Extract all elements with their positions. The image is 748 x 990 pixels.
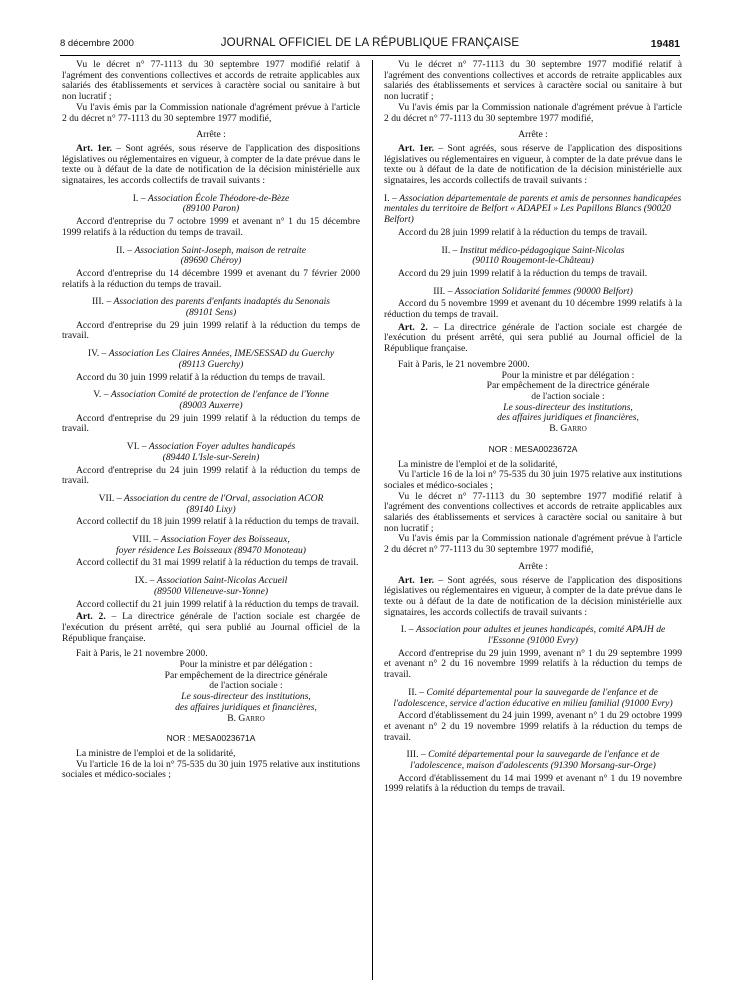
section-title: Association départementale de parents et amis de personnes handicapées mentales du territoire de Belfort « ADAPEI » Les Papillons Blancs (90020 Belfort) — [384, 192, 682, 226]
section-subtitle: (89440 L'Isle-sur-Serein) — [162, 451, 260, 463]
section-title: Institut médico-pédagogique Saint-Nicolas — [459, 244, 625, 256]
arrete-heading: Arrête : — [518, 560, 548, 572]
page-number: 19481 — [650, 38, 680, 50]
section-number: I. – — [132, 192, 148, 204]
section-heading — [62, 576, 360, 597]
signatory-title: des affaires juridiques et financières, — [175, 701, 317, 713]
section-number: II. – — [408, 686, 427, 698]
article-label: Art. 2. — [76, 611, 106, 623]
section-text: Accord d'entreprise du 29 juin 1999, avenant n° 1 du 29 septembre 1999 et avenant n° 2 du 16 novembre 1999 relatifs à la réduction du temps de travail. — [384, 647, 682, 681]
section-heading — [62, 297, 360, 318]
body-paragraph: Vu l'article 16 de la loi n° 75-535 du 30 juin 1975 relative aux institutions sociales et médico-sociales ; — [384, 469, 682, 491]
section-subtitle: foyer résidence Les Boisseaux (89470 Monoteau) — [116, 544, 306, 556]
signature-line: de l'action sociale : — [209, 680, 283, 692]
section-number: VI. – — [126, 441, 149, 453]
section-subtitle: (89690 Chéroy) — [180, 255, 242, 267]
column-divider — [372, 60, 373, 980]
article-2 — [384, 323, 682, 355]
page-header — [60, 38, 680, 54]
signatory-name: B. Garro — [227, 712, 265, 724]
section-text: Accord collectif du 18 juin 1999 relatif à la réduction du temps de travail. — [76, 516, 359, 528]
article-text: – Sont agréés, sous réserve de l'application des dispositions législatives ou réglementaires en vigueur, à compter de la date prévue dans le texte ou à défaut de la date de notification de la décision ministérielle aux signataires, les accords collectifs de travail suivants : — [384, 574, 682, 618]
article-1 — [384, 576, 682, 619]
section-number: II. – — [441, 244, 460, 256]
signatory-title: Le sous-directeur des institutions, — [181, 691, 311, 703]
section-heading — [384, 625, 682, 646]
section-title: Association École Théodore-de-Bèze — [147, 192, 290, 204]
signature-line — [132, 703, 360, 714]
section-number: III. – — [406, 749, 429, 761]
article-text: – La directrice générale de l'action sociale est chargée de l'exécution du présent arrêté, qui sera publié au Journal officiel de la République française. — [62, 611, 360, 644]
signature-line: de l'action sociale : — [531, 390, 605, 402]
header-date: 8 décembre 2000 — [60, 38, 134, 49]
article-text: – La directrice générale de l'action sociale est chargée de l'exécution du présent arrêté, qui sera publié au Journal officiel de la République française. — [384, 321, 682, 355]
section-number: VII. – — [98, 492, 124, 504]
arrete-heading: Arrête : — [518, 129, 548, 141]
section-heading — [62, 194, 360, 215]
header-rule — [60, 55, 680, 56]
section-text: Accord d'entreprise du 14 décembre 1999 et avenant du 7 février 2000 relatifs à la réduction du temps de travail. — [62, 267, 360, 290]
section-text: Accord du 30 juin 1999 relatif à la réduction du temps de travail. — [76, 371, 326, 383]
section-subtitle: (89101 Sens) — [185, 307, 237, 319]
section-number: VIII. – — [132, 534, 161, 546]
section-subtitle: (90110 Rougemont-le-Château) — [472, 255, 594, 267]
visa-paragraph: Vu le décret n° 77-1113 du 30 septembre 1977 modifié relatif à l'agrément des conventions collectives et accords de retraite applicables aux salariés des établissements et services à caractère social ou sanitaire à but non lucratif ; — [384, 59, 682, 103]
signatory-title: des affaires juridiques et financières, — [497, 412, 639, 424]
section-text: Accord collectif du 21 juin 1999 relatif à la réduction du temps de travail. — [76, 598, 359, 610]
section-text: Accord d'entreprise du 24 juin 1999 relatif à la réduction du temps de travail. — [62, 464, 360, 487]
signature-line: Par empêchement de la directrice générale — [164, 669, 328, 681]
section-text: Accord d'entreprise du 29 juin 1999 relatif à la réduction du temps de travail. — [62, 412, 360, 435]
arrete-heading: Arrête : — [196, 129, 226, 141]
section-subtitle: (89100 Paron) — [182, 203, 240, 215]
section-title: Comité départemental pour la sauvegarde de l'enfance et de l'adolescence, service d'action éducative en milieu familial (91000 Evry) — [393, 686, 673, 709]
section-text: Accord du 5 novembre 1999 et avenant du 10 décembre 1999 relatifs à la réduction du temps de travail. — [384, 298, 682, 321]
article-label: Art. 2. — [398, 321, 428, 333]
body-paragraph: Vu l'avis émis par la Commission nationale d'agrément prévue à l'article 2 du décret n° 77-1113 du 30 septembre 1977 modifié, — [384, 533, 682, 556]
section-subtitle: (89140 Lixy) — [186, 503, 236, 515]
section-title: Association Foyer adultes handicapés — [148, 441, 296, 453]
place-date: Fait à Paris, le 21 novembre 2000. — [398, 358, 530, 370]
section-title: Association du centre de l'Orval, association ACOR — [123, 492, 324, 504]
article-1 — [384, 144, 682, 187]
section-title: Association Solidarité femmes (90000 Belfort) — [454, 285, 633, 297]
section-heading — [384, 688, 682, 709]
section-subtitle: (89113 Guerchy) — [178, 358, 244, 370]
article-2 — [62, 612, 360, 644]
signatory-name: B. Garro — [549, 423, 587, 435]
section-number: I. – — [384, 192, 400, 204]
signature-line: Pour la ministre et par délégation : — [179, 659, 313, 671]
section-title: Association Saint-Joseph, maison de retraite — [134, 244, 306, 256]
article-text: – Sont agréés, sous réserve de l'application des dispositions législatives ou réglementaires en vigueur, à compter de la date prévue dans le texte ou à défaut de la date de notification de la décision ministérielle aux signataires, les accords collectifs de travail suivants : — [384, 142, 682, 187]
section-number: V. – — [93, 389, 111, 401]
section-heading — [384, 750, 682, 771]
section-title: Association Foyer des Boisseaux, — [160, 534, 290, 546]
section-heading — [384, 287, 682, 298]
body-paragraph: La ministre de l'emploi et de la solidarité, — [398, 458, 558, 470]
section-heading — [62, 246, 360, 267]
section-text: Accord du 29 juin 1999 relatif à la réduction du temps de travail. — [398, 267, 648, 279]
section-text: Accord collectif du 31 mai 1999 relatif à la réduction du temps de travail. — [76, 557, 359, 569]
section-text: Accord du 28 juin 1999 relatif à la réduction du temps de travail. — [398, 226, 648, 238]
section-subtitle: (89500 Villeneuve-sur-Yonne) — [153, 585, 269, 597]
visa-paragraph: Vu l'avis émis par la Commission nationale d'agrément prévue à l'article 2 du décret n° 77-1113 du 30 septembre 1977 modifié, — [62, 101, 360, 124]
section-title: Association Saint-Nicolas Accueil — [156, 575, 288, 587]
section-number: I. – — [400, 624, 416, 636]
body-paragraph: Vu le décret n° 77-1113 du 30 septembre 1977 modifié relatif à l'agrément des conventions collectives et accords de retraite applicables aux salariés des établissements et services à caractère social ou sanitaire à but non lucratif ; — [384, 490, 682, 534]
section-heading — [62, 390, 360, 411]
section-number: III. – — [91, 296, 114, 308]
section-heading — [62, 535, 360, 556]
visa-paragraph: Vu le décret n° 77-1113 du 30 septembre 1977 modifié relatif à l'agrément des conventions collectives et accords de retraite applicables aux salariés des établissements et services à caractère social ou sanitaire à but non lucratif ; — [62, 59, 360, 103]
section-heading — [384, 246, 682, 267]
nor-reference: NOR : MESA0023672A — [488, 443, 578, 454]
signature-block — [132, 660, 360, 724]
section-subtitle: (89003 Auxerre) — [179, 399, 243, 411]
section-heading — [384, 194, 682, 226]
nor-reference: NOR : MESA0023671A — [166, 733, 256, 744]
section-heading — [62, 494, 360, 515]
article-label: Art. 1er. — [398, 142, 434, 154]
section-text: Accord d'établissement du 24 juin 1999, avenant n° 1 du 29 octobre 1999 et avenant n° 2 du 19 novembre 1999 relatifs à la réduction du temps de travail. — [384, 710, 682, 743]
section-number: IV. – — [87, 348, 109, 360]
section-heading — [62, 349, 360, 370]
right-column — [384, 60, 682, 795]
section-number: II. – — [116, 244, 135, 256]
signatory-title: Le sous-directeur des institutions, — [503, 401, 633, 413]
section-list — [62, 194, 360, 611]
signature-block — [454, 371, 682, 435]
section-text: Accord d'entreprise du 7 octobre 1999 et avenant n° 1 du 15 décembre 1999 relatifs à la réduction du temps de travail. — [62, 216, 360, 238]
journal-title: JOURNAL OFFICIEL DE LA RÉPUBLIQUE FRANÇAISE — [220, 37, 520, 49]
left-column — [62, 60, 360, 781]
body-paragraph: La ministre de l'emploi et de la solidarité, — [76, 747, 236, 759]
signature-line: Par empêchement de la directrice générale — [486, 380, 650, 392]
section-text: Accord d'entreprise du 29 juin 1999 relatif à la réduction du temps de travail. — [62, 319, 360, 342]
body-paragraph: Vu l'article 16 de la loi n° 75-535 du 30 juin 1975 relative aux institutions sociales et médico-sociales ; — [62, 758, 360, 781]
place-date: Fait à Paris, le 21 novembre 2000. — [76, 648, 208, 660]
section-title: Association Comité de protection de l'enfance de l'Yonne — [110, 389, 329, 401]
section-number: III. – — [433, 285, 455, 297]
section-heading — [62, 442, 360, 463]
article-label: Art. 1er. — [76, 142, 112, 154]
section-text: Accord d'établissement du 14 mai 1999 et avenant n° 1 du 19 novembre 1999 relatifs à la réduction du temps de travail. — [384, 772, 682, 795]
section-title: Comité départemental pour la sauvegarde de l'enfance et de l'adolescence, maison d'adolescents (91390 Morsang-sur-Orge) — [410, 749, 660, 772]
signature-line: Pour la ministre et par délégation : — [501, 369, 635, 381]
article-1 — [62, 144, 360, 187]
article-label: Art. 1er. — [398, 574, 434, 586]
section-title: Association des parents d'enfants inadaptés du Senonais — [113, 296, 331, 308]
section-title: Association pour adultes et jeunes handicapés, comité APAJH de l'Essonne (91000 Evry) — [415, 624, 666, 647]
section-title: Association Les Claires Années, IME/SESSAD du Guerchy — [108, 348, 335, 360]
section-number: IX. – — [134, 575, 157, 587]
visa-paragraph: Vu l'avis émis par la Commission nationale d'agrément prévue à l'article 2 du décret n° 77-1113 du 30 septembre 1977 modifié, — [384, 101, 682, 124]
article-text: – Sont agréés, sous réserve de l'application des dispositions législatives ou réglementaires en vigueur, à compter de la date prévue dans le texte ou à défaut de la date de notification de la décision ministérielle aux signataires, les accords collectifs de travail suivants : — [62, 142, 360, 187]
